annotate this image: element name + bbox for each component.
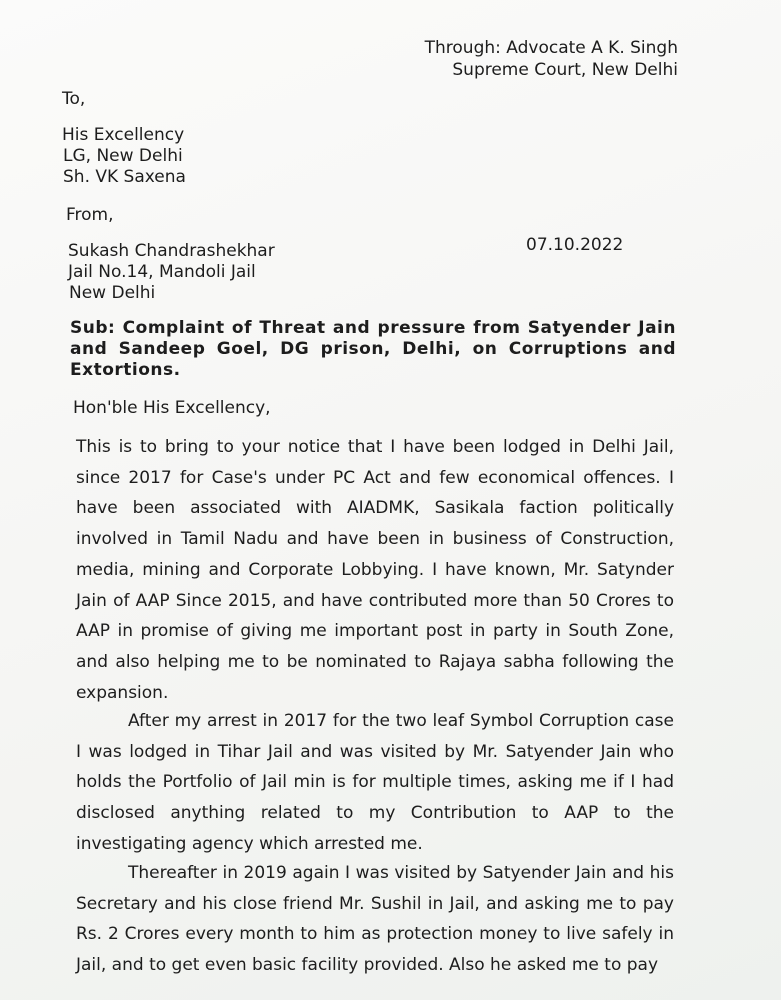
salutation: Hon'ble His Excellency,	[73, 398, 271, 418]
paragraph-1: This is to bring to your notice that I have been lodged in Delhi Jail, since 2017 for Case's under PC Act and few economical offences. I have been associated with AIADMK, Sasikala faction politically involved in Tamil Nadu and have been in business of Construction, media, mining and Corporate Lobbying. I have known, Mr. Satynder Jain of AAP Since 2015, and have contributed more than 50 Crores to AAP in promise of giving me important post in party in South Zone, and also helping me to be nominated to Rajaya sabha following the expansion.	[76, 437, 674, 703]
recipient-line-1: His Excellency	[62, 125, 185, 145]
sender-line-3: New Delhi	[69, 283, 156, 303]
through-line-2: Supreme Court, New Delhi	[452, 60, 678, 80]
recipient-line-3: Sh. VK Saxena	[63, 167, 186, 187]
paragraph-3: Thereafter in 2019 again I was visited by Satyender Jain and his Secretary and his close friend Mr. Sushil in Jail, and asking me to pay Rs. 2 Crores every month to him as protection money to live safely in Jail, and to get even basic facility provided. Also he asked me to pay	[76, 863, 674, 976]
through-line-1: Through: Advocate A K. Singh	[424, 38, 678, 58]
to-label: To,	[62, 89, 86, 109]
paragraph-2: After my arrest in 2017 for the two leaf Symbol Corruption case I was lodged in Tihar Jail and was visited by Mr. Satyender Jain who holds the Portfolio of Jail min is for multiple times, asking me if I had disclosed anything related to my Contribution to AAP to the investigating agency which arrested me.	[76, 711, 674, 854]
from-label: From,	[66, 205, 114, 225]
sender-line-2: Jail No.14, Mandoli Jail	[68, 262, 256, 282]
letter-date: 07.10.2022	[526, 235, 624, 255]
subject-line: Sub: Complaint of Threat and pressure from Satyender Jain and Sandeep Goel, DG prison, Delhi, on Corruptions and Extortions.	[70, 318, 676, 380]
sender-line-1: Sukash Chandrashekhar	[68, 241, 275, 261]
recipient-line-2: LG, New Delhi	[63, 146, 183, 166]
